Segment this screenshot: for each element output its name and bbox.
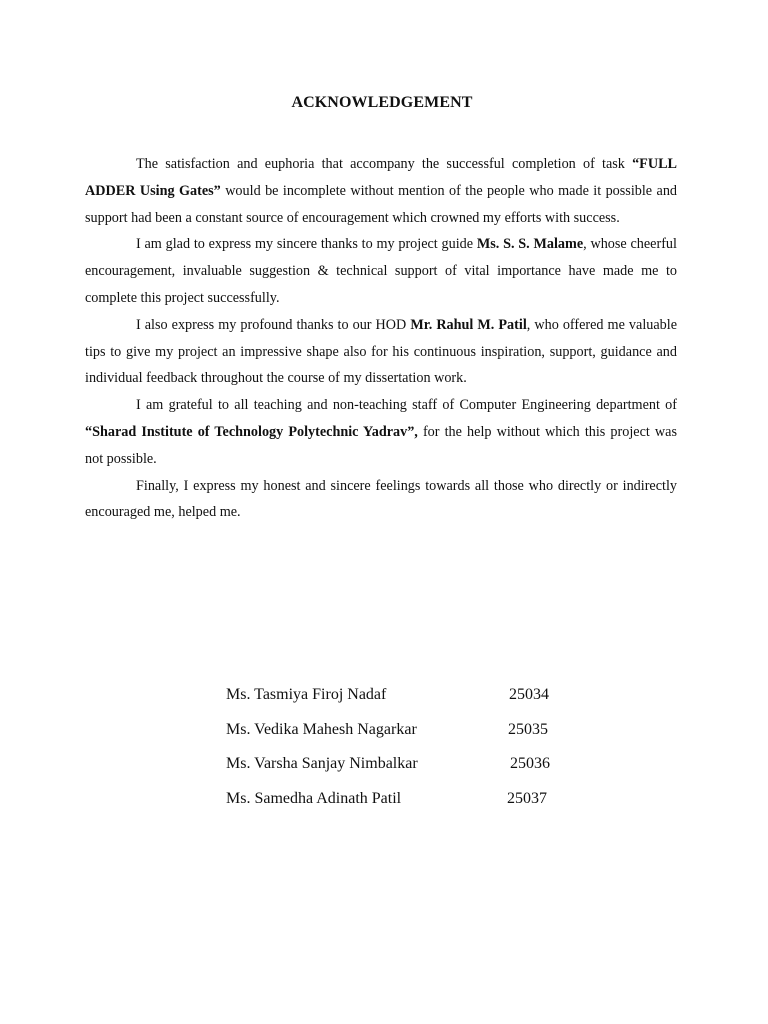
paragraph-completion xyxy=(85,151,677,231)
signatory-roll-number: 25034 xyxy=(509,686,549,703)
acknowledgement-body xyxy=(85,151,677,526)
paragraph-staff xyxy=(85,392,677,472)
signatory-roll-number: 25036 xyxy=(510,755,550,773)
signatory-row xyxy=(226,683,566,718)
paragraph-text: would be incomplete without mention of the people who made it possible and support had been a constant source of encouragement which crowned my efforts with success. xyxy=(85,182,678,226)
signatory-name: Ms. Varsha Sanjay Nimbalkar xyxy=(226,755,418,773)
signatory-name: Ms. Tasmiya Firoj Nadaf xyxy=(226,686,387,703)
paragraph-guide xyxy=(85,231,677,311)
paragraph-closing xyxy=(85,473,677,527)
guide-name: Ms. S. S. Malame xyxy=(476,236,584,253)
paragraph-text: I am grateful to all teaching and non-teaching staff of Computer Engineering department of xyxy=(136,397,677,414)
signatory-list xyxy=(226,683,566,822)
paragraph-text: , who offered me valuable tips to give my project an impressive shape also for his continuous inspiration, support, guidance and individual feedback throughout the course of my dissertation work. xyxy=(85,316,677,387)
paragraph-hod xyxy=(85,312,677,392)
institute-name: “Sharad Institute of Technology Polytechnic Yadrav”, xyxy=(85,423,418,440)
page-title: ACKNOWLEDGEMENT xyxy=(291,94,473,111)
signatory-name: Ms. Vedika Mahesh Nagarkar xyxy=(226,720,417,738)
signatory-row xyxy=(226,718,566,753)
paragraph-text: for the help without which this project was not possible. xyxy=(85,423,677,467)
signatory-roll-number: 25037 xyxy=(507,790,547,808)
paragraph-text: I also express my profound thanks to our HOD xyxy=(136,316,411,333)
paragraph-text: The satisfaction and euphoria that accompany the successful completion of task xyxy=(136,156,633,172)
signatory-roll-number: 25035 xyxy=(508,720,548,738)
signatory-row xyxy=(226,752,566,787)
paragraph-text: I am glad to express my sincere thanks to my project guide xyxy=(136,236,477,253)
signatory-row xyxy=(226,787,566,822)
paragraph-text: Finally, I express my honest and sincere feelings towards all those who directly or indirectly encouraged me, helped me. xyxy=(85,477,677,521)
project-title: “FULL ADDER Using Gates” xyxy=(85,156,677,199)
hod-name: Mr. Rahul M. Patil xyxy=(410,316,527,333)
paragraph-text: , whose cheerful encouragement, invaluable suggestion & technical support of vital importance have made me to complete this project successfully. xyxy=(85,236,677,306)
signatory-name: Ms. Samedha Adinath Patil xyxy=(226,790,402,808)
